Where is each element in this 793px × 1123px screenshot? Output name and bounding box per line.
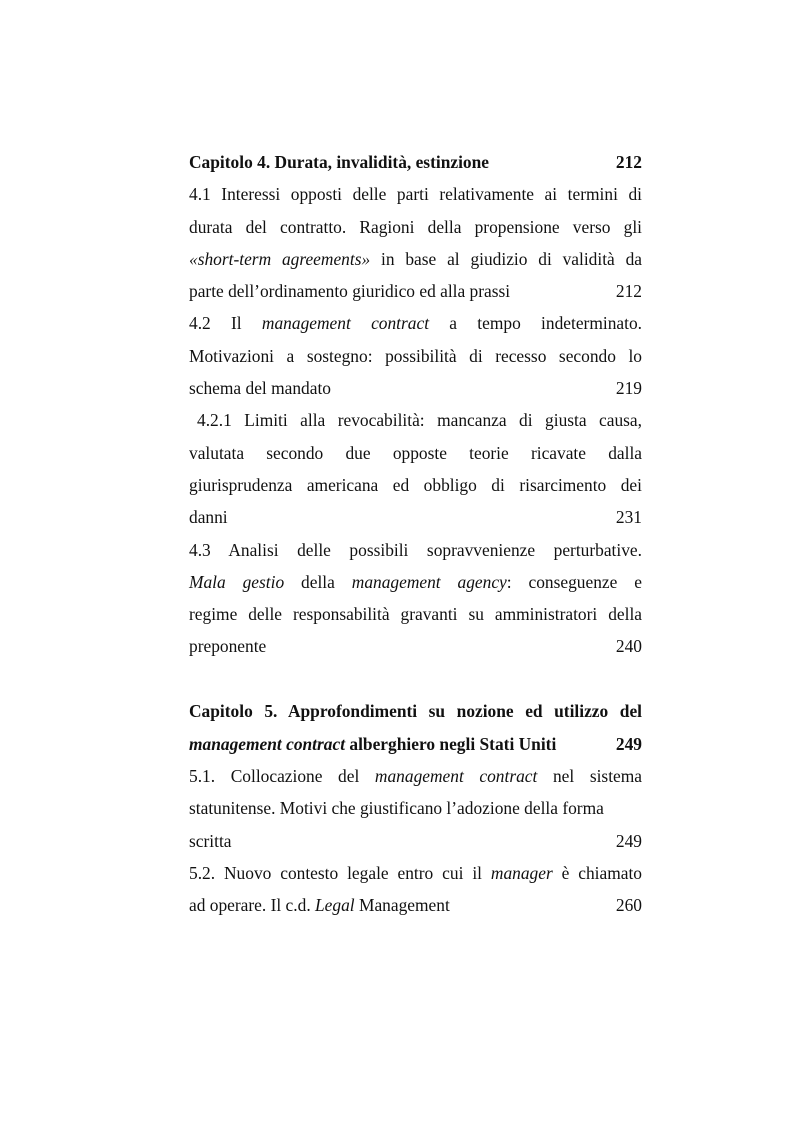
toc-line xyxy=(189,243,642,275)
toc-text: è chiamato xyxy=(552,862,642,883)
toc-line xyxy=(189,534,642,566)
toc-section-entry xyxy=(189,178,642,307)
toc-line xyxy=(189,566,642,598)
toc-line xyxy=(189,275,642,307)
toc-page-number: 240 xyxy=(615,636,642,657)
toc-chapter-entry xyxy=(189,695,642,760)
toc-section-entry xyxy=(189,307,642,404)
toc-text: Capitolo 5. Approfondimenti su nozione ed utilizzo del xyxy=(189,701,642,722)
toc-page-number: 260 xyxy=(615,895,642,916)
toc-text: Management xyxy=(354,895,450,916)
toc-text: regime delle responsabilità gravanti su amministratori della xyxy=(189,604,642,625)
toc-text: 4.2 Il xyxy=(189,313,262,334)
toc-page-number: 231 xyxy=(615,507,642,528)
toc-line xyxy=(189,340,642,372)
toc-text: preponente xyxy=(189,636,267,657)
toc-italic-text: management contract xyxy=(374,765,538,786)
toc-text: statunitense. Motivi che giustificano l’adozione della forma xyxy=(189,798,604,819)
toc-page-number: 249 xyxy=(615,830,642,851)
toc-text: schema del mandato xyxy=(189,378,331,399)
toc-italic-text: management contract xyxy=(189,733,346,754)
toc-text: danni xyxy=(189,507,228,528)
toc-text: durata del contratto. Ragioni della propensione verso gli xyxy=(189,216,642,237)
toc-line xyxy=(189,598,642,630)
toc-text: parte dell’ordinamento giuridico ed alla prassi xyxy=(189,281,511,302)
toc-text: 4.1 Interessi opposti delle parti relativamente ai termini di xyxy=(189,184,642,205)
toc-line xyxy=(189,889,642,921)
toc-text: Capitolo 4. Durata, invalidità, estinzione xyxy=(189,152,489,172)
toc-line xyxy=(189,372,642,404)
toc-text: a tempo indeterminato. xyxy=(429,313,642,334)
toc-text: 4.2.1 Limiti alla revocabilità: mancanza di giusta causa, xyxy=(197,410,642,431)
toc-line xyxy=(189,146,642,178)
toc-line xyxy=(189,695,642,727)
toc-text: 5.2. Nuovo contesto legale entro cui il xyxy=(189,862,491,883)
toc-line xyxy=(189,857,642,889)
toc-italic-text: management agency xyxy=(351,571,507,592)
toc-text: : conseguenze e xyxy=(506,571,642,592)
toc-text: alberghiero negli Stati Uniti xyxy=(345,733,557,754)
toc-italic-text: Legal xyxy=(315,895,355,916)
toc-line xyxy=(189,728,642,760)
toc-line xyxy=(189,825,642,857)
toc-page-number: 219 xyxy=(615,378,642,399)
table-of-contents xyxy=(189,146,642,921)
toc-line xyxy=(189,307,642,339)
toc-section-entry xyxy=(189,534,642,663)
toc-text: valutata secondo due opposte teorie ricavate dalla xyxy=(189,442,642,463)
toc-line xyxy=(189,404,642,436)
toc-italic-text: management contract xyxy=(261,313,430,334)
toc-text: ad operare. Il c.d. xyxy=(189,895,316,916)
toc-line xyxy=(189,630,642,662)
toc-line xyxy=(189,469,642,501)
toc-italic-text: manager xyxy=(490,862,553,883)
toc-text: 4.3 Analisi delle possibili sopravvenienze perturbative. xyxy=(189,539,642,560)
toc-text: in base al giudizio di validità da xyxy=(370,248,642,269)
toc-text: della xyxy=(284,571,352,592)
toc-text: 5.1. Collocazione del xyxy=(189,765,375,786)
toc-text: Motivazioni a sostegno: possibilità di recesso secondo lo xyxy=(189,345,642,366)
toc-section-entry xyxy=(189,760,642,857)
toc-subsection-entry xyxy=(189,404,642,533)
toc-line xyxy=(189,501,642,533)
toc-page-number: 212 xyxy=(615,152,642,172)
toc-chapter-entry xyxy=(189,146,642,178)
toc-line xyxy=(189,760,642,792)
toc-line xyxy=(189,211,642,243)
toc-page-number: 249 xyxy=(615,733,642,754)
toc-text: nel sistema xyxy=(537,765,642,786)
toc-text: scritta xyxy=(189,830,232,851)
toc-italic-text: Mala gestio xyxy=(189,571,285,592)
toc-text: giurisprudenza americana ed obbligo di risarcimento dei xyxy=(189,474,642,495)
toc-line xyxy=(189,178,642,210)
toc-section-entry xyxy=(189,857,642,922)
toc-line xyxy=(189,437,642,469)
toc-line xyxy=(189,792,642,824)
toc-page-number: 212 xyxy=(615,281,642,302)
toc-italic-text: «short-term agreements» xyxy=(189,248,371,269)
